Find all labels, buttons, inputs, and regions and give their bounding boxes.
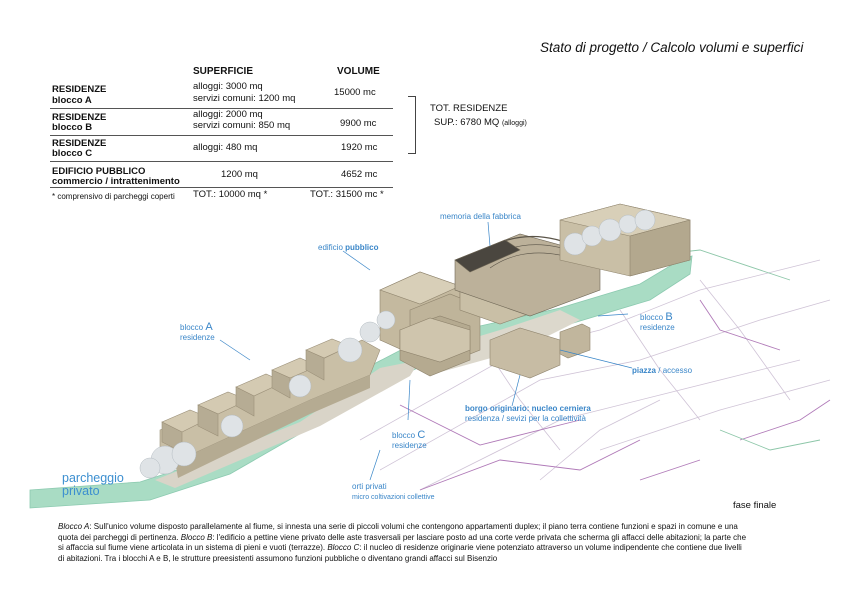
row-b-sup1: alloggi: 2000 mq: [193, 109, 263, 120]
row-b-vol: 9900 mc: [340, 118, 377, 129]
row-d-sup1: 1200 mq: [221, 169, 258, 180]
row-a-name1: RESIDENZE: [52, 84, 107, 95]
axonometric-drawing: [0, 190, 848, 510]
label-memoria: memoria della fabbrica: [440, 212, 521, 221]
row-a-sup2: servizi comuni: 1200 mq: [193, 93, 296, 104]
divider: [50, 187, 393, 188]
header-volume: VOLUME: [337, 66, 380, 77]
total-volume: TOT.: 31500 mc *: [310, 189, 384, 200]
tot-residenze-label: TOT. RESIDENZE: [430, 103, 508, 114]
row-c-vol: 1920 mc: [341, 142, 378, 153]
row-b-name1: RESIDENZE: [52, 112, 107, 123]
divider: [50, 135, 393, 136]
total-superficie: TOT.: 10000 mq *: [193, 189, 268, 200]
row-c-name2: blocco C: [52, 148, 93, 159]
label-parcheggio: parcheggio privato: [62, 471, 124, 498]
header-superficie: SUPERFICIE: [193, 66, 254, 77]
label-blocco-a: blocco A residenze: [180, 321, 215, 342]
fase-label: fase finale: [733, 500, 777, 511]
row-b-name2: blocco B: [52, 122, 93, 133]
label-orti: orti privati micro coltivazioni collettive: [352, 482, 435, 501]
label-edificio-pubblico: edificio pubblico: [318, 243, 379, 252]
row-d-name2: commercio / intrattenimento: [52, 176, 180, 187]
row-d-name1: EDIFICIO PUBBLICO: [52, 166, 146, 177]
row-a-vol: 15000 mc: [334, 87, 376, 98]
divider: [50, 161, 393, 162]
caption: Blocco A: Sull'unico volume disposto parallelamente al fiume, si innesta una serie di piccoli volumi che contengono appartamenti duplex; il piano terra contiene funzioni e spazi in comune e una quota dei parcheggi di pertinenza. Blocco B: l'edificio a pettine viene privato delle aste trasversali per lasciare posto ad una corte verde privata che scherma gli affacci delle abitazioni; la parte che si affaccia sul fiume viene articolata in un sistema di pieni e vuoti (terrazze). Blocco C: il nucleo di residenze originarie viene potenziato attraverso un volume indipendente che contiene due livelli di abitazioni. Tra i blocchi A e B, le strutture preesistenti assumono funzioni pubbliche o diventano grandi affacci sul Bisenzio: [58, 522, 747, 563]
row-b-sup2: servizi comuni: 850 mq: [193, 120, 291, 131]
label-blocco-c: blocco C residenze: [392, 429, 427, 450]
row-d-vol: 4652 mc: [341, 169, 378, 180]
bracket: [408, 96, 416, 154]
row-c-sup1: alloggi: 480 mq: [193, 142, 258, 153]
label-piazza: piazza / accesso: [632, 366, 693, 375]
row-c-name1: RESIDENZE: [52, 138, 107, 149]
page-title: Stato di progetto / Calcolo volumi e superfici: [540, 40, 804, 55]
row-a-name2: blocco A: [52, 95, 92, 106]
tot-residenze-sup: SUP.: 6780 MQ (alloggi): [434, 117, 527, 128]
label-borgo: borgo originario: nucleo cerniera residenza / sevizi per la collettività: [465, 404, 591, 423]
table-footnote: * comprensivo di parcheggi coperti: [52, 192, 175, 201]
label-blocco-b: blocco B residenze: [640, 311, 675, 332]
row-a-sup1: alloggi: 3000 mq: [193, 81, 263, 92]
